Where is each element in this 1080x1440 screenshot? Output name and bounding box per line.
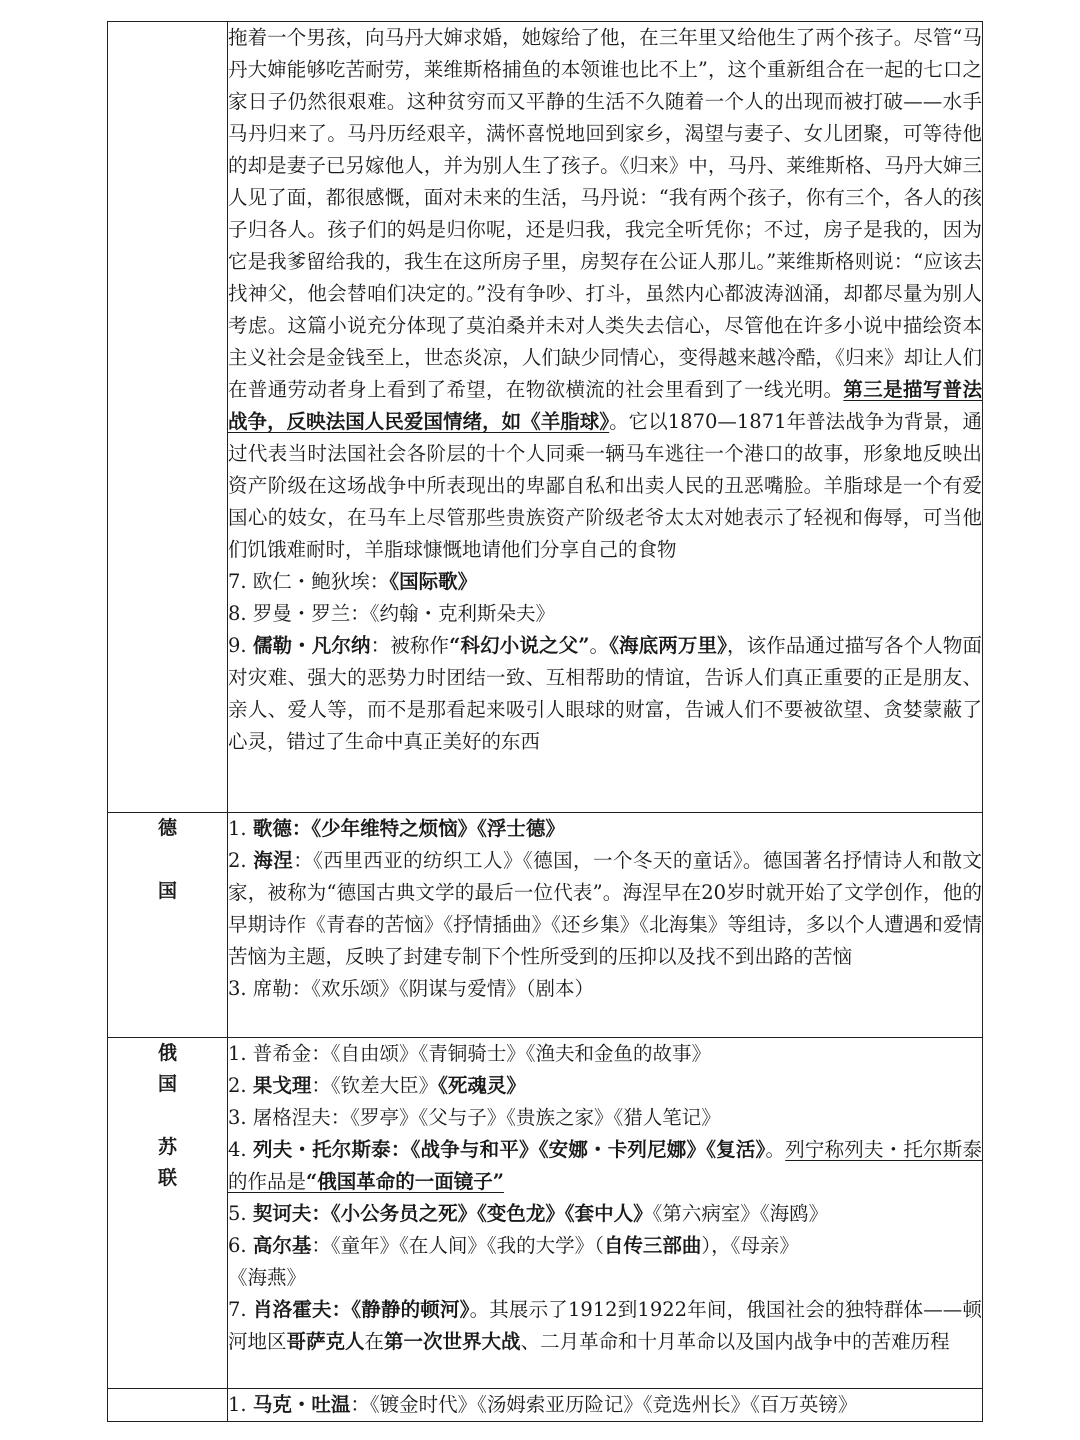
item-bold-title: 歌德：《少年维特之烦恼》《浮士德》 (252, 817, 565, 840)
item-number: 2. (228, 849, 254, 872)
item-author: 儒勒・凡尔纳 (252, 634, 371, 657)
item-bold-title: 肖洛霍夫：《静静的顿河》 (252, 1298, 470, 1321)
list-item-gogol (228, 1070, 982, 1102)
country-label-char: 德 (157, 817, 177, 839)
list-item-chekhov (228, 1198, 982, 1230)
item-number: 9. (228, 634, 253, 657)
item-text: ：《镀金时代》《汤姆索亚历险记》《竞选州长》《百万英镑》 (350, 1393, 858, 1416)
item-text: ），《母亲》 (701, 1234, 799, 1257)
list-item-eugene-pottier (228, 566, 982, 598)
item-bold-term: 第一次世界大战 (384, 1330, 521, 1353)
table-row-usa (108, 1389, 983, 1422)
item-text: 、二月革命和十月革命以及国内战争中的苦难历程 (520, 1330, 950, 1353)
item-text: 。 (589, 634, 610, 657)
item-text: 8. 罗曼・罗兰：《约翰・克利斯朵夫》 (228, 602, 556, 625)
item-bold-underlined: “俄国革命的一面镜子” (306, 1170, 504, 1193)
list-item-tolstoy (228, 1134, 982, 1198)
item-text: ：《西里西亚的纺织工人》《德国，一个冬天的童话》。德国著名抒情诗人和散文家，被称为“德国古典文学的最后一位代表”。海涅早在20岁时就开始了文学创作，他的早期诗作《青春的苦恼》《抒情插曲》《还乡集》《北海集》等组诗，多以个人遭遇和爱情苦恼为主题，反映了封建专制下个性所受到的压抑以及找不到出路的苦恼 (228, 849, 982, 968)
country-cell-usa (108, 1389, 228, 1422)
country-label-char: 联 (157, 1167, 177, 1189)
paragraph-tail: 。它以1870—1871年普法战争为背景，通过代表当时法国社会各阶层的十个人同乘一辆马车逃往一个港口的故事，形象地反映出资产阶级在这场战争中所表现出的卑鄙自私和出卖人民的丑恶嘴脸。羊脂球是一个有爱国心的妓女，在马车上尽管那些贵族资产阶级老爷太太对她表示了轻视和侮辱，可当他们饥饿难耐时，羊脂球慷慨地请他们分享自己的食物 (228, 410, 982, 561)
item-number: 1. (228, 1393, 253, 1416)
item-text: ：《钦差大臣》 (311, 1074, 439, 1097)
item-text: 《第六病室》《海鸥》 (652, 1202, 829, 1225)
item-text: ，该作品通过描写各个人物面对灾难、强大的恶势力时团结一致、互相帮助的情谊，告诉人们真正重要的正是朋友、亲人、爱人等，而不是那看起来吸引人眼球的财富，告诫人们不要被欲望、贪婪蒙蔽了心灵，错过了生命中真正美好的东西 (228, 634, 982, 753)
item-text: 3. 屠格涅夫：《罗亭》《父与子》《贵族之家》《猎人笔记》 (228, 1106, 721, 1129)
item-author: 马克・吐温 (252, 1393, 351, 1416)
item-author: 果戈理 (252, 1074, 312, 1097)
item-bold-title: 《海底两万里》 (609, 634, 728, 657)
item-underlined-text: 列宁称列夫・托尔斯泰的作品是 (228, 1138, 982, 1193)
country-cell-russia (108, 1038, 228, 1389)
item-number: 5. (228, 1202, 253, 1225)
item-bold-title: 《死魂灵》 (438, 1074, 526, 1097)
item-text: 1. 普希金：《自由颂》《青铜骑士》《渔夫和金鱼的故事》 (228, 1042, 712, 1065)
list-item-turgenev (228, 1102, 982, 1134)
country-cell-empty (108, 22, 228, 813)
item-text: ：被称作 (370, 634, 450, 657)
country-label-char: 国 (157, 880, 177, 902)
content-cell-france (228, 22, 983, 813)
item-label: 7. 欧仁・鲍狄埃： (228, 570, 390, 593)
item-number: 2. (228, 1074, 253, 1097)
country-label-char: 国 (157, 1073, 177, 1095)
paragraph-text: 拖着一个男孩，向马丹大婶求婚，她嫁给了他，在三年里又给他生了两个孩子。尽管“马丹大婶能够吃苦耐劳，莱维斯格捕鱼的本领谁也比不上”，这个重新组合在一起的七口之家日子仍然很艰难。这种贫穷而又平静的生活不久随着一个人的出现而被打破——水手马丹归来了。马丹历经艰辛，满怀喜悦地回到家乡，渴望与妻子、女儿团聚，可等待他的却是妻子已另嫁他人，并为别人生了孩子。《归来》中，马丹、莱维斯格、马丹大婶三人见了面，都很感慨，面对未来的生活，马丹说：“我有两个孩子，你有三个，各人的孩子归各人。孩子们的妈是归你呢，还是归我，我完全听凭你；不过，房子是我的，因为它是我爹留给我的，我生在这所房子里，房契存在公证人那儿。”莱维斯格则说：“应该去找神父，他会替咱们决定的。”没有争吵、打斗，虽然内心都波涛汹涌，却都尽量为别人考虑。这篇小说充分体现了莫泊桑并未对人类失去信心，尽管他在许多小说中描绘资本主义社会是金钱至上，世态炎凉，人们缺少同情心，变得越来越冷酷，《归来》却让人们在普通劳动者身上看到了希望，在物欲横流的社会里看到了一线光明。 (228, 26, 982, 401)
list-item-jules-verne (228, 630, 982, 758)
item-bold-title: 列夫・托尔斯泰：《战争与和平》《安娜・卡列尼娜》《复活》 (253, 1138, 766, 1161)
item-text: 《海燕》 (228, 1266, 307, 1289)
item-text: 在 (364, 1330, 385, 1353)
country-label-char: 俄 (157, 1042, 177, 1064)
list-item-pushkin (228, 1038, 982, 1070)
item-bold-title: 契诃夫：《小公务员之死》《变色龙》《套中人》 (252, 1202, 653, 1225)
list-item-mark-twain (228, 1389, 982, 1421)
list-item-heine (228, 845, 982, 973)
table-row-russia (108, 1038, 983, 1389)
table-row-france-continued (108, 22, 983, 813)
item-number: 4. (228, 1138, 253, 1161)
country-cell-germany (108, 813, 228, 1038)
content-cell-germany (228, 813, 983, 1038)
list-item-gorky-line2 (228, 1262, 982, 1294)
list-item-goethe (228, 813, 982, 845)
list-item-sholokhov (228, 1294, 982, 1358)
item-number: 7. (228, 1298, 253, 1321)
list-item-schiller (228, 973, 982, 1005)
item-author: 海涅 (253, 849, 294, 872)
item-bold-title: “科幻小说之父” (449, 634, 590, 657)
table-row-germany (108, 813, 983, 1038)
literature-table (107, 21, 983, 1422)
item-bold-term: 哥萨克人 (286, 1330, 365, 1353)
content-cell-usa (228, 1389, 983, 1422)
content-cell-russia (228, 1038, 983, 1389)
country-label-char: 苏 (157, 1136, 177, 1158)
item-bold-title: 自传三部曲 (603, 1234, 702, 1257)
list-item-gorky (228, 1230, 982, 1262)
item-number: 1. (228, 817, 253, 840)
item-bold-title: 《国际歌》 (389, 570, 478, 593)
item-text: ：《童年》《在人间》《我的大学》（ (311, 1234, 604, 1257)
france-paragraph (228, 22, 982, 566)
paragraph-bold-underlined: 第三是描写普法战争，反映法国人民爱国情绪，如《羊脂球》 (228, 378, 982, 433)
item-number: 6. (228, 1234, 253, 1257)
list-item-romain-rolland (228, 598, 982, 630)
item-text: 。其展示了1912到1922年间，俄国社会的独特群体——顿河地区 (228, 1298, 982, 1353)
item-author: 高尔基 (252, 1234, 312, 1257)
item-text: 3. 席勒：《欢乐颂》《阴谋与爱情》（剧本） (228, 977, 595, 1000)
item-text: 。 (765, 1138, 786, 1161)
